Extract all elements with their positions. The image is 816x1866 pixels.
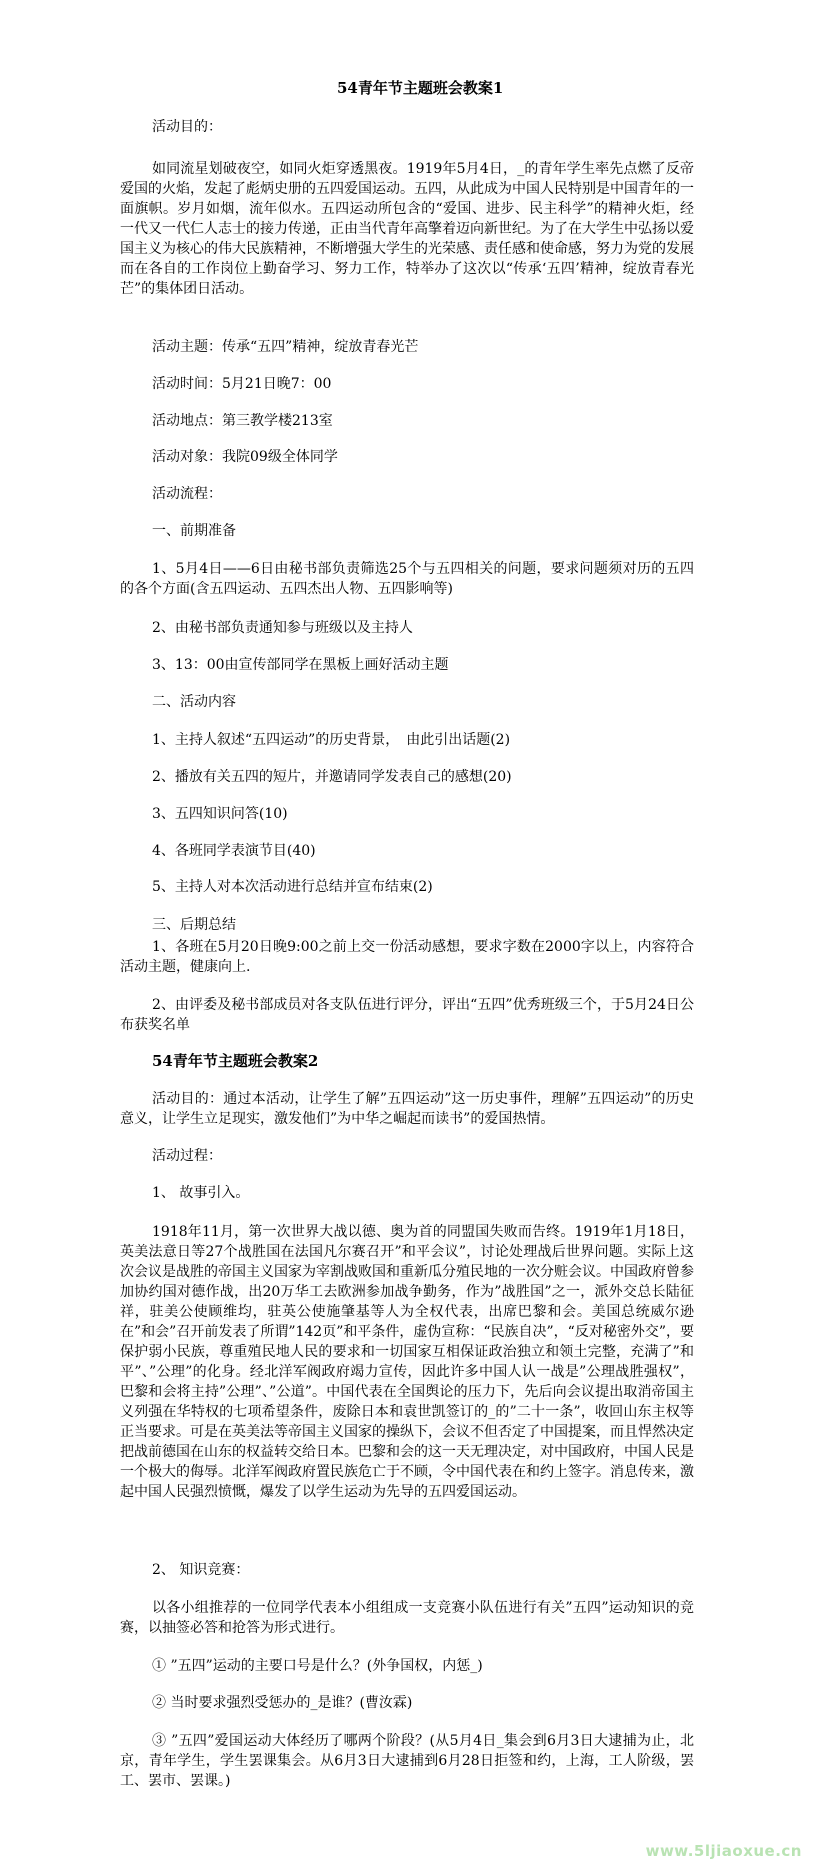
doc2-story: 1918年11月，第一次世界大战以德、奥为首的同盟国失败而告终。1919年1月18日，英美法意日等27个战胜国在法国凡尔赛召开”和平会议”，讨论处理战后世界问题。实际上这次会议是战胜的帝国主义国家为宰割战败国和重新瓜分殖民地的一次分赃会议。中国政府曾参加协约国对德作战，出20万华工去欧洲参加战争勤务，作为”战胜国”之一，派外交总长陆征祥，驻美公使顾维均，驻英公使施肇基等人为全权代表，出席巴黎和会。美国总统威尔逊在”和会”召开前发表了所谓”142页”和平条件，虚伪宣称：“民族自决”，“反对秘密外交”，要保护弱小民族，尊重殖民地人民的要求和一切国家互相保证政治独立和领土完整，充满了”和平”、”公理”的化身。经北洋军阀政府竭力宣传，因此许多中国人认一战是”公理战胜强权”，巴黎和会将主持”公理”、”公道”。中国代表在全国舆论的压力下，先后向会议提出取消帝国主义列强在华特权的七项希望条件，废除日本和袁世凯签订的_的”二十一条”，收回山东主权等正当要求。可是在英美法等帝国主义国家的操纵下，会议不但否定了中国提案，而且悍然决定把战前德国在山东的权益转交给日本。巴黎和会的这一天无理决定，对中国政府，中国人民是一个极大的侮辱。北洋军阀政府置民族危亡于不顾，令中国代表在和约上签字。消息传来，激起中国人民强烈愤慨，爆发了以学生运动为先导的五四爱国运动。 xyxy=(120,1224,694,1500)
doc1-theme: 活动主题：传承“五四”精神，绽放青春光芒 xyxy=(152,339,419,355)
section2-item: 4、各班同学表演节目(40) xyxy=(152,843,316,859)
quiz-question: ③ ”五四”爱国运动大体经历了哪两个阶段？(从5月4日_集会到6月3日大逮捕为止，北京，青年学生，学生罢课集会。从6月3日大逮捕到6月28日拒签和约，上海，工人阶级，罢工、罢市、罢课。) xyxy=(120,1733,694,1789)
site-watermark: www.5ljiaoxue.cn xyxy=(645,1842,802,1860)
doc1-process-label: 活动流程： xyxy=(152,486,222,502)
section1-heading: 一、前期准备 xyxy=(152,523,236,539)
doc1-title: 54青年节主题班会教案1 xyxy=(337,79,504,97)
section2-item: 1、主持人叙述“五四运动”的历史背景， 由此引出话题(2) xyxy=(152,732,511,748)
doc1-purpose-label: 活动目的： xyxy=(152,119,222,135)
section1-item: 3、13：00由宣传部同学在黑板上画好活动主题 xyxy=(152,657,449,673)
doc2-contest-intro: 以各小组推荐的一位同学代表本小组组成一支竞赛小队伍进行有关”五四”运动知识的竞赛，以抽签必答和抢答为形式进行。 xyxy=(120,1600,694,1636)
doc1-place: 活动地点：第三教学楼213室 xyxy=(152,413,333,429)
doc1-audience: 活动对象：我院09级全体同学 xyxy=(152,449,338,465)
section3-item: 1、各班在5月20日晚9:00之前上交一份活动感想，要求字数在2000字以上，内容符合活动主题，健康向上. xyxy=(120,939,694,975)
doc2-step1-heading: 1、 故事引入。 xyxy=(152,1185,250,1201)
section2-item: 3、五四知识问答(10) xyxy=(152,806,288,822)
section2-heading: 二、活动内容 xyxy=(152,694,236,710)
doc2-purpose: 活动目的：通过本活动，让学生了解”五四运动”这一历史事件，理解”五四运动”的历史意义，让学生立足现实，激发他们”为中华之崛起而读书”的爱国热情。 xyxy=(120,1091,694,1127)
section3-heading: 三、后期总结 xyxy=(152,917,236,933)
section2-item: 2、播放有关五四的短片，并邀请同学发表自己的感想(20) xyxy=(152,769,512,785)
quiz-question: ② 当时要求强烈受惩办的_是谁？(曹汝霖) xyxy=(152,1695,413,1711)
doc2-step2-heading: 2、 知识竞赛： xyxy=(152,1562,250,1578)
section3-item: 2、由评委及秘书部成员对各支队伍进行评分，评出“五四”优秀班级三个，于5月24日公布获奖名单 xyxy=(120,997,694,1033)
doc2-process-label: 活动过程： xyxy=(152,1148,222,1164)
section1-item: 2、由秘书部负责通知参与班级以及主持人 xyxy=(152,620,413,636)
doc1-time: 活动时间：5月21日晚7：00 xyxy=(152,376,332,392)
doc2-title: 54青年节主题班会教案2 xyxy=(152,1052,319,1070)
section1-item: 1、5月4日——6日由秘书部负责筛选25个与五四相关的问题，要求问题须对历的五四的各个方面(含五四运动、五四杰出人物、五四影响等) xyxy=(120,561,694,597)
section2-item: 5、主持人对本次活动进行总结并宣布结束(2) xyxy=(152,879,433,895)
doc1-purpose-text: 如同流星划破夜空，如同火炬穿透黑夜。1919年5月4日，_的青年学生率先点燃了反帝爱国的火焰，发起了彪炳史册的五四爱国运动。五四，从此成为中国人民特别是中国青年的一面旗帜。岁月如烟，流年似水。五四运动所包含的“爱国、进步、民主科学”的精神火炬，经一代又一代仁人志士的接力传递，正由当代青年高擎着迈向新世纪。为了在大学生中弘扬以爱国主义为核心的伟大民族精神，不断增强大学生的光荣感、责任感和使命感，努力为党的发展而在各自的工作岗位上勤奋学习、努力工作，特举办了这次以“传承‘五四’精神，绽放青春光芒”的集体团日活动。 xyxy=(120,161,694,297)
quiz-question: ① ”五四”运动的主要口号是什么？(外争国权，内惩_) xyxy=(152,1658,483,1674)
